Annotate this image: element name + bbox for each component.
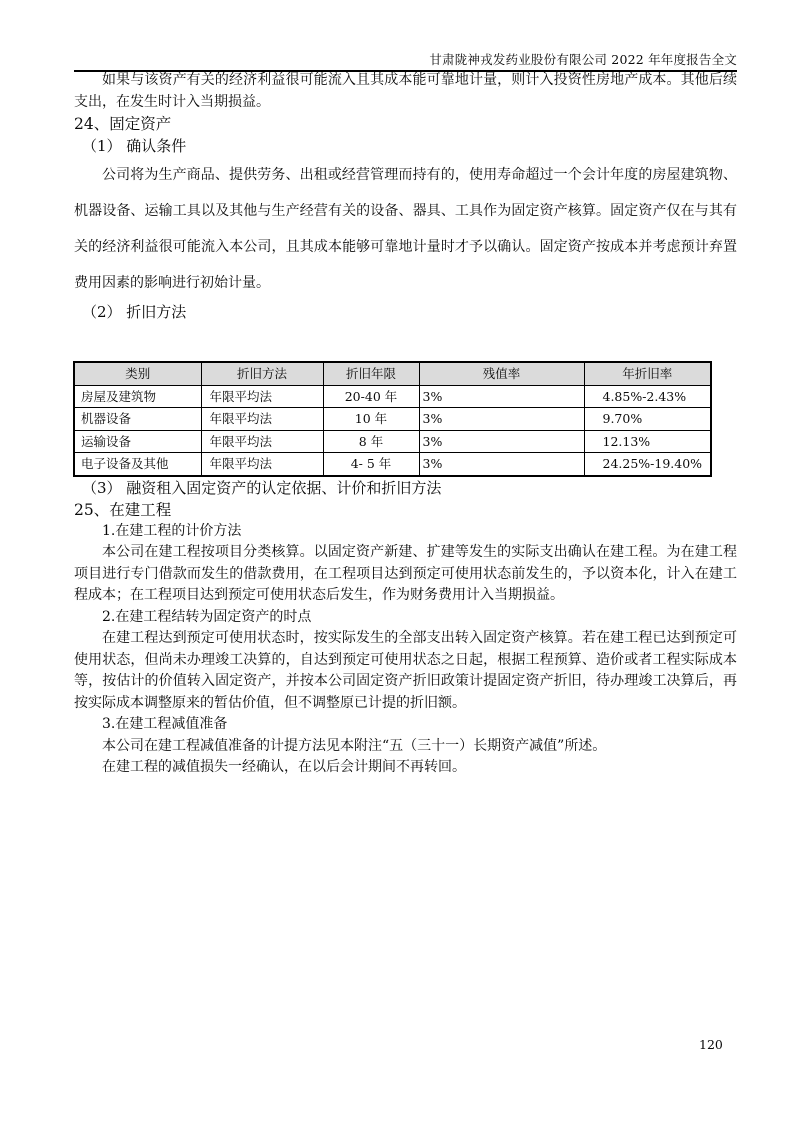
heading-24-1-recognition: （1） 确认条件: [82, 137, 187, 155]
subheading-cip-valuation: 1.在建工程的计价方法: [102, 522, 242, 539]
table-header-category: 类别: [74, 362, 201, 385]
paragraph-cip-impairment-method: 本公司在建工程减值准备的计提方法见本附注“五（三十一）长期资产减值”所述。: [102, 737, 607, 754]
page-number: 120: [699, 1037, 723, 1052]
table-cell: 年限平均法: [201, 408, 323, 431]
table-header-method: 折旧方法: [201, 362, 323, 385]
table-cell: 24.25%-19.40%: [584, 453, 711, 476]
table-row: [74, 453, 711, 476]
subheading-cip-impairment: 3.在建工程减值准备: [102, 716, 228, 732]
table-cell: 房屋及建筑物: [74, 385, 201, 408]
table-cell: 年限平均法: [201, 453, 323, 476]
paragraph-cip-transfer: 在建工程达到预定可使用状态时，按实际发生的全部支出转入固定资产核算。若在建工程已达到预定可使用状态，但尚未办理竣工决算的，自达到预定可使用状态之日起，根据工程预算、造价或者工程实际成本等，按估计的价值转入固定资产，并按本公司固定资产折旧政策计提固定资产折旧，待办理竣工决算后，再按实际成本调整原来的暂估价值，但不调整原已计提的折旧额。: [74, 630, 737, 711]
table-header-row: [74, 362, 711, 385]
table-header-residual-rate: 残值率: [419, 362, 584, 385]
table-cell: 4- 5 年: [323, 453, 419, 476]
table-cell: 运输设备: [74, 430, 201, 453]
paragraph-cip-impairment-no-reversal: 在建工程的减值损失一经确认，在以后会计期间不再转回。: [102, 759, 466, 775]
table-cell: 机器设备: [74, 408, 201, 431]
heading-25-construction-in-progress: 25、在建工程: [74, 500, 172, 519]
depreciation-table: [73, 361, 712, 477]
table-cell: 10 年: [323, 408, 419, 431]
table-header-useful-life: 折旧年限: [323, 362, 419, 385]
heading-24-fixed-assets: 24、固定资产: [74, 115, 172, 133]
table-cell: 4.85%-2.43%: [584, 385, 711, 408]
table-cell: 3%: [419, 385, 584, 408]
table-cell: 8 年: [323, 430, 419, 453]
table-cell: 年限平均法: [201, 430, 323, 453]
table-header-annual-rate: 年折旧率: [584, 362, 711, 385]
table-cell: 3%: [419, 453, 584, 476]
table-cell: 20-40 年: [323, 385, 419, 408]
paragraph-fixed-asset-recognition: 公司将为生产商品、提供劳务、出租或经营管理而持有的，使用寿命超过一个会计年度的房屋建筑物、机器设备、运输工具以及其他与生产经营有关的设备、器具、工具作为固定资产核算。固定资产仅在与其有关的经济利益很可能流入本公司，且其成本能够可靠地计量时才予以确认。固定资产按成本并考虑预计弃置费用因素的影响进行初始计量。: [74, 167, 737, 291]
heading-24-3-finance-lease: （3） 融资租入固定资产的认定依据、计价和折旧方法: [82, 478, 442, 497]
table-cell: 9.70%: [584, 408, 711, 431]
table-cell: 年限平均法: [201, 385, 323, 408]
table-row: [74, 385, 711, 408]
running-header: 甘肃陇神戎发药业股份有限公司 2022 年年度报告全文: [429, 52, 737, 67]
paragraph-cip-valuation: 本公司在建工程按项目分类核算。以固定资产新建、扩建等发生的实际支出确认在建工程。为在建工程项目进行专门借款而发生的借款费用，在工程项目达到预定可使用状态前发生的，予以资本化，计入在建工程成本；在工程项目达到预定可使用状态后发生，作为财务费用计入当期损益。: [74, 544, 737, 603]
table-row: [74, 408, 711, 431]
table-cell: 电子设备及其他: [74, 453, 201, 476]
table-cell: 3%: [419, 430, 584, 453]
table-cell: 3%: [419, 408, 584, 431]
table-cell: 12.13%: [584, 430, 711, 453]
subheading-cip-transfer: 2.在建工程结转为固定资产的时点: [102, 608, 312, 625]
table-row: [74, 430, 711, 453]
heading-24-2-depreciation-method: （2） 折旧方法: [82, 303, 187, 321]
page-content: [74, 70, 737, 779]
paragraph-investment-property: 如果与该资产有关的经济利益很可能流入且其成本能可靠地计量，则计入投资性房地产成本。其他后续支出，在发生时计入当期损益。: [74, 72, 737, 110]
